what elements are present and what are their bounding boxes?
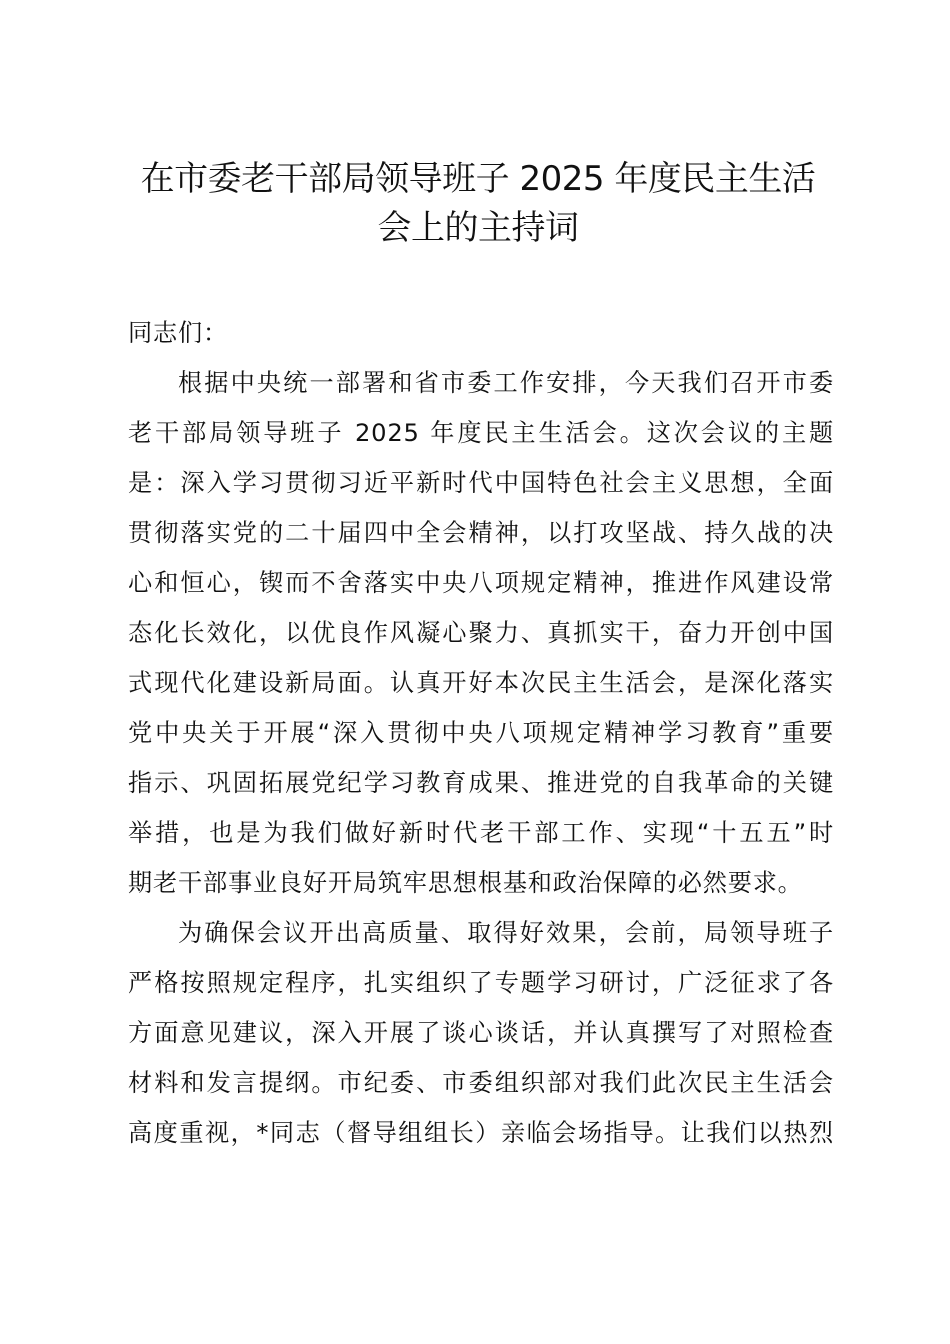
paragraph-line: 为确保会议开出高质量、取得好效果，会前，局领导班子 xyxy=(178,919,834,947)
paragraph-line: 严格按照规定程序，扎实组织了专题学习研讨，广泛征求了各 xyxy=(128,969,834,997)
paragraph-line: 根据中央统一部署和省市委工作安排，今天我们召开市委 xyxy=(178,369,834,397)
salutation: 同志们： xyxy=(128,319,228,347)
paragraph-line: 是：深入学习贯彻习近平新时代中国特色社会主义思想，全面 xyxy=(128,469,834,497)
title-line-1: 在市委老干部局领导班子 2025 年度民主生活 xyxy=(140,159,816,199)
paragraph-line: 老干部局领导班子 2025 年度民主生活会。这次会议的主题 xyxy=(128,419,834,447)
paragraph-line: 举措，也是为我们做好新时代老干部工作、实现“十五五”时 xyxy=(128,819,834,847)
title-line-2: 会上的主持词 xyxy=(377,208,579,248)
paragraph-line: 材料和发言提纲。市纪委、市委组织部对我们此次民主生活会 xyxy=(128,1069,834,1097)
paragraph-line: 式现代化建设新局面。认真开好本次民主生活会，是深化落实 xyxy=(128,669,834,697)
paragraph-line: 态化长效化，以优良作风凝心聚力、真抓实干，奋力开创中国 xyxy=(128,619,834,647)
paragraph-line: 期老干部事业良好开局筑牢思想根基和政治保障的必然要求。 xyxy=(128,869,803,897)
paragraph-1 xyxy=(128,358,834,908)
paragraph-line: 方面意见建议，深入开展了谈心谈话，并认真撰写了对照检查 xyxy=(128,1019,834,1047)
document-title xyxy=(120,155,836,253)
document-body xyxy=(128,308,834,1158)
paragraph-line: 贯彻落实党的二十届四中全会精神，以打攻坚战、持久战的决 xyxy=(128,519,834,547)
paragraph-line: 指示、巩固拓展党纪学习教育成果、推进党的自我革命的关键 xyxy=(128,769,834,797)
paragraph-line: 党中央关于开展“深入贯彻中央八项规定精神学习教育”重要 xyxy=(128,719,834,747)
paragraph-line: 心和恒心，锲而不舍落实中央八项规定精神，推进作风建设常 xyxy=(128,569,834,597)
paragraph-2 xyxy=(128,908,834,1158)
paragraph-line: 高度重视，*同志（督导组组长）亲临会场指导。让我们以热烈 xyxy=(128,1119,834,1147)
